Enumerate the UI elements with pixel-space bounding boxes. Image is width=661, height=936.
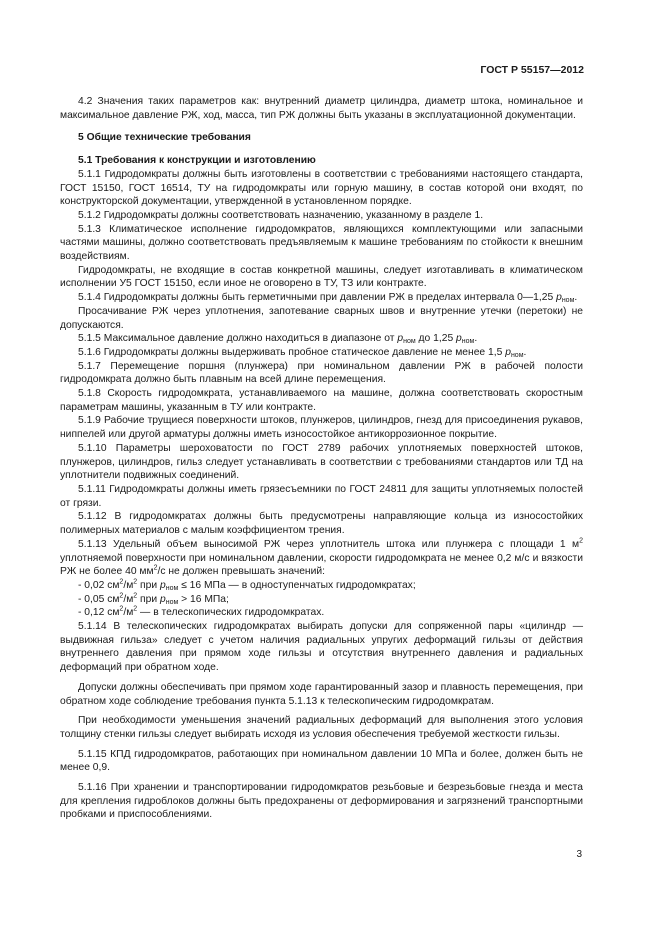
page-number: 3 [576,849,582,860]
list-item: - 0,02 $см^2/м^2$ при $p_{ном} \le 16$ МПа — в одноступенчатых гидродомкратах; [78,578,416,592]
paragraph-4-2: 4.2 Значения таких параметров как: внутренний диаметр цилиндра, диаметр штока, номинальное и максимальное давление РЖ, ход, масса, тип РЖ должны быть указаны в эксплуатационной документации. [60,96,583,121]
paragraph-5-1-4-cont: Просачивание РЖ через уплотнения, запотевание сварных швов и внутренние утечки (перетоки) не допускаются. [60,305,583,331]
paragraph-5-1-8: 5.1.8 Скорость гидродомкрата, устанавливаемого на машине, должна соответствовать скоростным параметрам машины, указанным в ТУ или контракте. [60,388,583,413]
paragraph-5-1-6: 5.1.6 Гидродомкраты должны выдерживать пробное статическое давление не менее 1,5 $p_{ном}$. [78,346,527,359]
list-item: - 0,12 $см^2/м^2$ — в телескопических гидродомкратах. [78,605,325,619]
document-body [60,95,583,822]
list-item: - 0,05 $см^2/м^2$ при $p_{ном} > 16$ МПа; [78,592,229,606]
paragraph-5-1-4: 5.1.4 Гидродомкраты должны быть герметичными при давлении РЖ в пределах интервала 0—1,25 $p_{ном}$. [78,292,578,305]
paragraph-5-1-3-cont: Гидродомкраты, не входящие в состав конкретной машины, следует изготавливать в климатическом исполнении У5 ГОСТ 15150, если иное не оговорено в ТУ, ТЗ или контракте. [60,264,583,290]
paragraph-5-1-15: 5.1.15 КПД гидродомкратов, работающих при номинальном давлении 10 МПа и более, должен быть не менее 0,9. [60,748,583,774]
paragraph-5-1-11: 5.1.11 Гидродомкраты должны иметь грязесъемники по ГОСТ 24811 для защиты уплотняемых полостей от грязи. [60,483,583,509]
paragraph-5-1-9: 5.1.9 Рабочие трущиеся поверхности штоков, плунжеров, цилиндров, гнезд для присоединения рукавов, ниппелей или другой арматуры должны иметь износостойкое антикоррозионное покрытие. [60,415,583,441]
section-heading-5: 5 Общие технические требования [78,132,251,144]
paragraph-5-1-14-cont2: При необходимости уменьшения значений радиальных деформаций для выполнения этого условия толщину стенки гильзы следует выбирать исходя из условия обеспечения требуемой жесткости гильзы. [60,715,583,740]
paragraph-5-1-3: 5.1.3 Климатическое исполнение гидродомкратов, являющихся комплектующими или запасными частями машины, должно соответствовать предъявляемым к машине требованиям по стойкости к внешним воздействиям. [60,223,583,263]
paragraph-5-1-14-cont: Допуски должны обеспечивать при прямом ходе гарантированный зазор и плавность перемещения, при обратном ходе соблюдение требования пункта 5.1.13 к телескопическим гидродомкратам. [60,681,583,707]
paragraph-5-1-13: 5.1.13 Удельный объем выносимой РЖ через уплотнитель штока или плунжера с площади 1 $м^2$ уплотняемой поверхности при номинальном давлении, скорости гидродомкрата не менее 0,2 м/с и вязкости РЖ не более 40 $мм^2/с$ не должен превышать значений: [60,537,583,578]
paragraph-5-1-2: 5.1.2 Гидродомкраты должны соответствовать назначению, указанному в разделе 1. [78,209,484,221]
paragraph-5-1-16: 5.1.16 При хранении и транспортировании гидродомкратов резьбовые и безрезьбовые гнезда и места для крепления гидроблоков должны быть предохранены от деформирования и загрязнений транспортными пробками и приспособлениями. [60,782,583,821]
paragraph-5-1-1: 5.1.1 Гидродомкраты должны быть изготовлены в соответствии с требованиями настоящего стандарта, ГОСТ 15150, ГОСТ 16514, ТУ на гидродомкраты или горную машину, в состав которой они входят, по конструкторской документации, утвержденной в установленном порядке. [60,168,583,208]
document-header: ГОСТ Р 55157—2012 [480,64,584,76]
subsection-heading-5-1: 5.1 Требования к конструкции и изготовлению [78,155,316,167]
paragraph-5-1-5: 5.1.5 Максимальное давление должно находиться в диапазоне от $p_{ном}$ до 1,25 $p_{ном}$. [78,333,478,346]
paragraph-5-1-10: 5.1.10 Параметры шероховатости по ГОСТ 2789 рабочих уплотняемых поверхностей штоков, плунжеров, цилиндров, гильз следует устанавливать в соответствии с требованиями стандартов или ТД на уплотнители подвижных соединений. [60,442,583,482]
paragraph-5-1-12: 5.1.12 В гидродомкратах должны быть предусмотрены направляющие кольца из износостойких полимерных материалов с малым коэффициентом трения. [60,511,583,537]
paragraph-5-1-7: 5.1.7 Перемещение поршня (плунжера) при номинальном давлении РЖ в рабочей полости гидродомкрата должно быть плавным на всей длине перемещения. [60,360,583,386]
paragraph-5-1-14: 5.1.14 В телескопических гидродомкратах выбирать допуски для сопряженной пары «цилиндр — выдвижная гильза» следует с учетом наличия радиальных упругих деформаций гильзы от действия внутреннего давления при прямом ходе гильзы и отсутствия внутреннего давления и радиальных деформаций при обратном ходе. [60,621,583,674]
